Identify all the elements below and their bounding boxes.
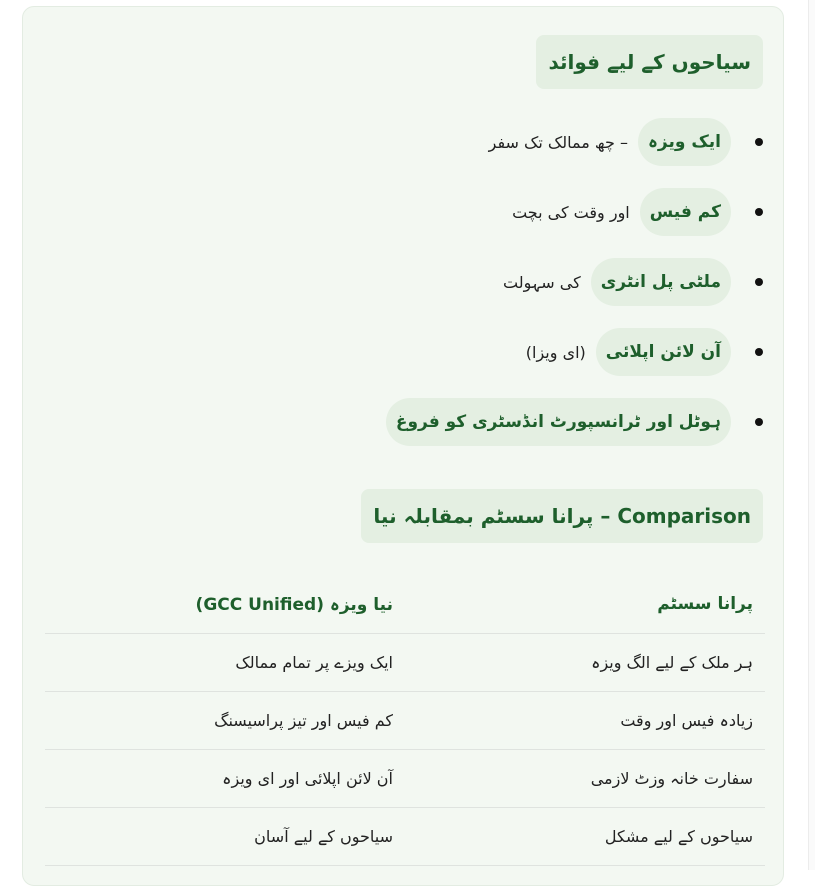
- benefit-highlight: ہوٹل اور ٹرانسپورٹ انڈسٹری کو فروغ: [386, 398, 731, 446]
- benefit-highlight: کم فیس: [640, 188, 731, 236]
- list-item: [512, 187, 763, 237]
- scrollbar-track[interactable]: [808, 0, 815, 870]
- bullet-icon: [755, 418, 763, 426]
- benefit-highlight: آن لائن اپلائی: [596, 328, 731, 376]
- benefit-text: اور وقت کی بچت: [512, 202, 630, 222]
- table-header-row: [45, 575, 765, 634]
- benefit-text: (ای ویزا): [525, 342, 586, 362]
- cell-old: ہر ملک کے لیے الگ ویزہ: [591, 653, 753, 672]
- table-row: [45, 750, 765, 808]
- bullet-icon: [755, 208, 763, 216]
- bullet-icon: [755, 348, 763, 356]
- table-row: [45, 808, 765, 866]
- cell-old: زیادہ فیس اور وقت: [620, 711, 753, 730]
- comparison-table: [45, 575, 765, 866]
- bullet-icon: [755, 138, 763, 146]
- table-row: [45, 634, 765, 692]
- cell-new: آن لائن اپلائی اور ای ویزہ: [222, 769, 393, 788]
- bullet-icon: [755, 278, 763, 286]
- list-item: [376, 397, 763, 447]
- benefits-heading: سیاحوں کے لیے فوائد: [536, 35, 763, 89]
- benefit-highlight: ملٹی پل انٹری: [591, 258, 731, 306]
- list-item: [489, 117, 763, 167]
- benefit-text: کی سہولت: [503, 272, 581, 292]
- cell-new: سیاحوں کے لیے آسان: [254, 827, 393, 846]
- cell-old: سیاحوں کے لیے مشکل: [604, 827, 753, 846]
- cell-new: ایک ویزے پر تمام ممالک: [235, 653, 393, 672]
- list-item: [526, 327, 763, 377]
- column-header-old: پرانا سسٹم: [657, 594, 753, 614]
- cell-old: سفارت خانہ وزٹ لازمی: [590, 769, 753, 788]
- list-item: [503, 257, 763, 307]
- comparison-heading: Comparison – پرانا سسٹم بمقابلہ نیا: [361, 489, 763, 543]
- table-row: [45, 692, 765, 750]
- cell-new: کم فیس اور تیز پراسیسنگ: [214, 711, 393, 730]
- content-card: [22, 6, 784, 886]
- benefit-highlight: ایک ویزہ: [638, 118, 731, 166]
- benefit-text: – چھ ممالک تک سفر: [488, 132, 628, 152]
- column-header-new: نیا ویزہ (GCC Unified): [195, 594, 393, 615]
